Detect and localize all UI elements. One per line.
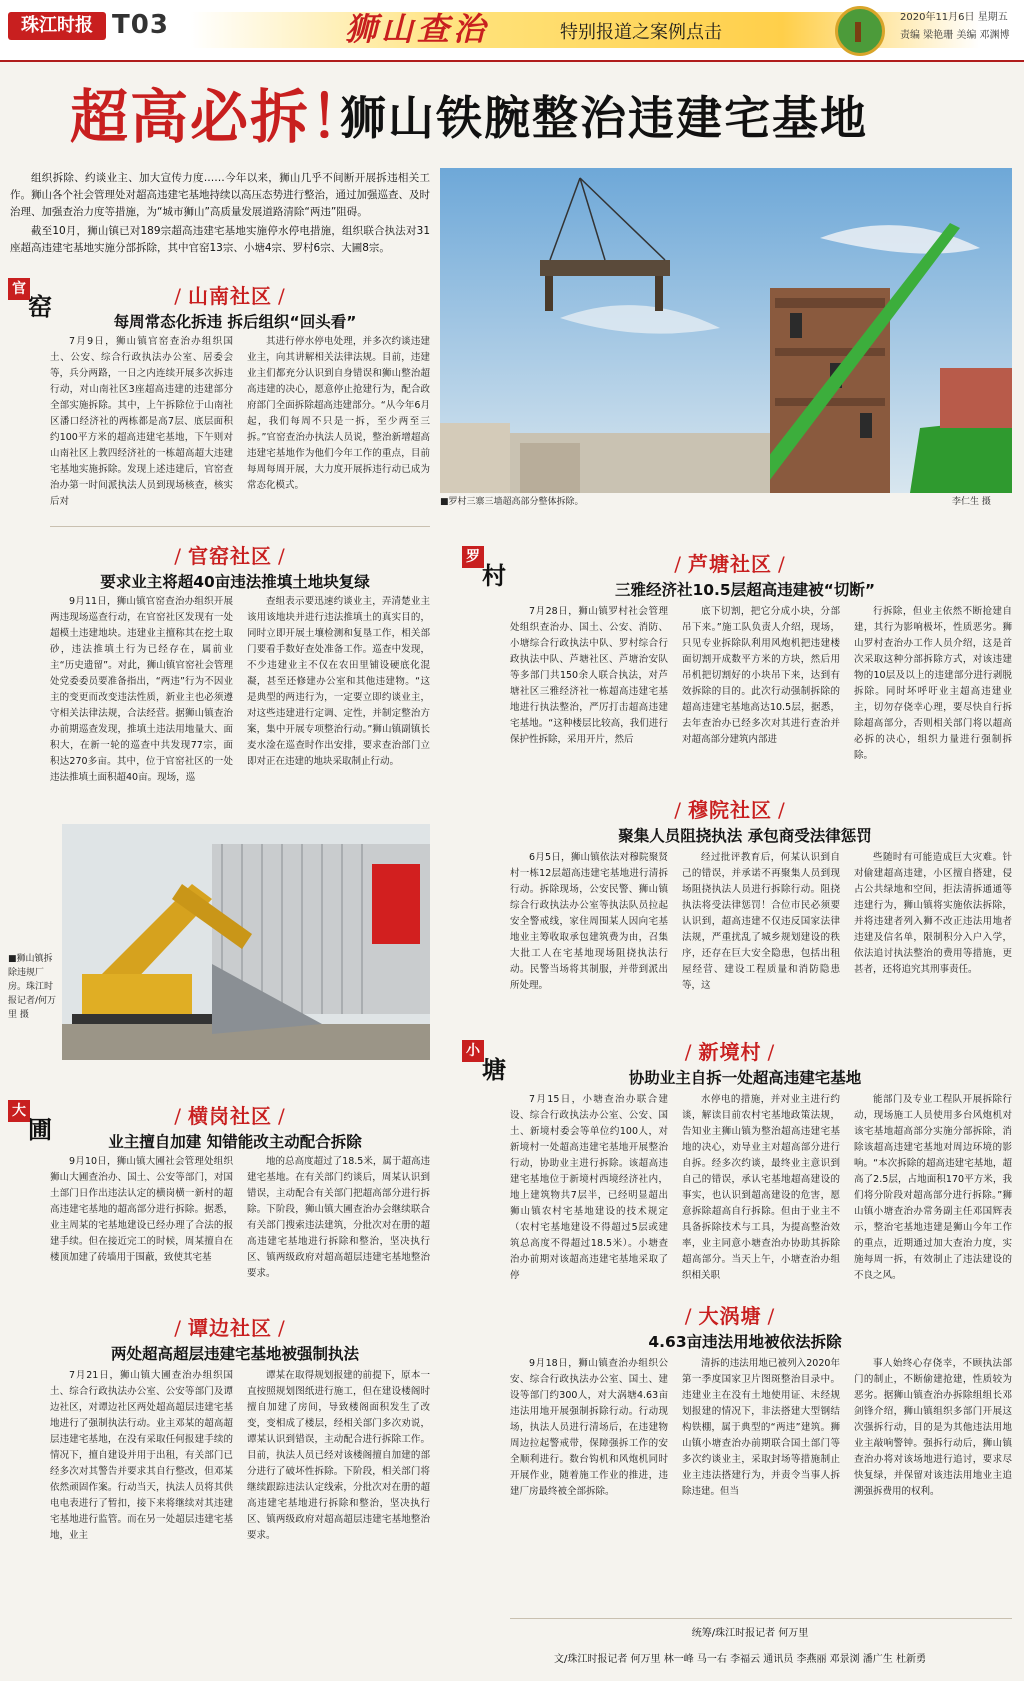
article8-body — [510, 1356, 1012, 1614]
photo-crane-demolition — [440, 168, 1012, 493]
article3-col3: 行拆除，但业主依然不断抢建自建，其行为影响极坏，性质恶劣。狮山罗村查治办工作人员介绍，这是首次采取这种分部拆除方式，对该违建物的10层及以上的违建部分进行剥脱拆除。同时坏呼吁业主超高违建业主，切勿存侥幸心理，要尽快自行拆除超高部分，否则相关部门将以超高必拆的决心，组织力量进行强制拆除。 — [854, 606, 1012, 761]
article7-col1: 7月15日，小塘查治办联合建设、综合行政执法办公室、公安、国土、新境村委会等单位约100人，对新境村一处超高违建宅基地开展整治行动，协助业主进行拆除。该超高违建宅基地位于新境村西境经济社内，地上建筑物共7层半，已经明显超出狮山镇农村宅基地建设的技术规定（农村宅基地建设不得超过5层或建筑总高度不得超过18.5米）。小塘查治办前期对该超高违建宅基地采取了停 — [510, 1094, 668, 1281]
article8-title: 4.63亩违法用地被依法拆除 — [648, 1333, 842, 1351]
article3-col2: 底下切割，把它分成小块，分部吊下来。”施工队负责人介绍，现场，只见专业拆除队利用风炮机把违建楼面切割开成数平方米的方块，然后用吊机把切割好的小块吊下来，达到有效拆除的目的。此次行动强制拆除的超高违建宅基地高达10.5层，据悉，去年查治办已经多次对其进行查治并对超高部分建筑内部进 — [682, 606, 840, 745]
article3-body — [510, 604, 1012, 789]
article6-col1: 7月21日，狮山镇大圃查治办组织国土、综合行政执法办公室、公安等部门及谭边社区，对谭边社区两处超高超层违建宅基地进行了强制执法行动。业主邓某的超高超层违建宅基地，在没有采取任何报建手续的情况下，擅自建设并用于出租，有关部门已经多次对其警告并要求其自行整改，但邓某依然顽固作案。行动当天，执法人员将其供电电表进行了暂扣，接下来将继续对其违建宅基地进行监管。而在另一处超层违建宅基地，业主 — [50, 1370, 233, 1541]
article6-col2: 谭某在取得规划报建的前提下，原本一直按照规划图纸进行施工，但在建设楼阁时擅自加建了房间，导致楼阁面积发生了改变，变相成了楼层，经相关部门多次劝说，谭某认识到错误，主动配合进行拆除工作。目前，执法人员已经对该楼阁擅自加建的部分进行了破坏性拆除。下阶段，相关部门将继续跟踪违法认定线索，分批次对在册的超高违建宅基地进行拆除和整治，坚决执行区、镇两级政府对超高超层违建宅基地整治要求。 — [247, 1370, 430, 1541]
lede-paragraph-2: 截至10月，狮山镇已对189宗超高违建宅基地实施停水停电措施，组织联合执法对31座超高违建宅基地实施分部拆除，其中官窑13宗、小塘4宗、罗村6宗、大圃8宗。 — [10, 225, 430, 254]
article7-body — [510, 1092, 1012, 1287]
article7-col3: 能部门及专业工程队开展拆除行动，现场施工人员使用多台风炮机对该宅基地超高部分实施分部拆除，消除该超高违建宅基地对周边环境的影响。“本次拆除的超高违建宅基地，超高了2.5层，占地面积170平方米，我们将分阶段对超高部分进行拆除。”狮山镇小塘查治办常务副主任邓国辉表示，整治宅基地违建是狮山今年工作的重点，近期通过加大查治力度，实施每周一拆，有效制止了违法建设的不良之风。 — [854, 1094, 1012, 1281]
photo2-caption: ■狮山镇拆除违规厂房。珠江时报记者/何万里 摄 — [8, 954, 57, 1020]
article1-col1: 7月9日，狮山镇官窑查治办组织国土、公安、综合行政执法办公室、居委会等，兵分两路，一日之内连续开展多次拆违行动，对山南社区3座超高违建的违建部分全部实施拆除。其中，上午拆除位于山南社区潘口经济社的两栋都是高7层、底层面积约100平方米的超高违建宅基地，下午则对山南社区上教四经济社的一栋超高超大违建宅基地实施拆除。发现上述违建后，官窑查治办第一时间派执法人员到现场核查，核实后对 — [50, 336, 233, 507]
photo1-credit: 李仁生 摄 — [952, 497, 991, 507]
paper-logo: 珠江时报 — [8, 12, 106, 40]
article7-col2: 水停电的措施，并对业主进行约谈，解读目前农村宅基地政策法规，告知业主狮山镇为整治超高违建宅基地的决心，劝导业主对超高部分进行自拆。经多次约谈，最终业主意识到自己的错误，承认宅基地超高建设的事实，也认识到超高建设的危害，愿意拆除超高自行拆除。但由于业主不具备拆除技术与工具，为提高整治效率，业主同意小塘查治办协助其拆除超高部分。当天上午，小塘查治办组织相关职 — [682, 1094, 840, 1281]
article4-col2: 经过批评教育后，何某认识到自己的错误，并承诺不再聚集人员到现场阻挠执法人员进行拆除行动。阻挠执法将受法律惩罚！合位市民必须要认识到，超高违建不仅违反国家法律法规，严重扰乱了城乡规划建设的秩序，还存在巨大安全隐患，包括出租屋经营、建设工程质量和消防隐患等，这 — [682, 852, 840, 991]
article1-body — [50, 334, 430, 514]
photo1-caption: ■罗村三寨三墙超高部分整体拆除。 — [440, 497, 584, 507]
article5-col1: 9月10日，狮山镇大圃社会管理处组织狮山大圃查治办、国土、公安等部门，对国土部门日作出违法认定的横岗横一新村的超高违建宅基地的超高部分进行拆除。据悉，业主周某的宅基地建设已经办理了合法的报建手续。但在接近完工的时候，周某擅自在楼顶加建了砖墙用于围蔽，致使其宅基 — [50, 1156, 233, 1263]
lede — [10, 170, 430, 259]
article3-col1: 7月28日，狮山镇罗村社会管理处组织查治办、国土、公安、消防、小塘综合行政执法中队、罗村综合行政执法中队、芦塘社区、芦塘治安队等多部门共150余人联合执法，对芦塘社区三雅经济社一栋超高违建宅基地进行执法整治，严厉打击超高违建宅基地。“这种楼层比较高，我们进行保护性拆除，采用开片，然后 — [510, 606, 668, 745]
area-tag-guanyao: 官 — [8, 278, 30, 300]
divider-bottom — [510, 1618, 1012, 1619]
article8-col1: 9月18日，狮山镇查治办组织公安、综合行政执法办公室、国土、建设等部门约300人，对大涡塘4.63亩违法用地开展强制拆除行动。行动现场，执法人员进行清场后，在违建物周边拉起警戒带，保障强拆工作的安全顺利进行。数台钩机和风炮机同时开展作业，随着施工作业的推进，违建厂房最终被全部拆除。 — [510, 1358, 668, 1497]
section-label-shannan: / 山南社区 / — [120, 280, 340, 309]
article6-body — [50, 1368, 430, 1673]
article6-title: 两处超高超层违建宅基地被强制执法 — [110, 1345, 359, 1363]
article2-title: 要求业主将超40亩违法推填土地块复绿 — [100, 573, 370, 591]
area-tag-xiaotang-2: 塘 — [482, 1055, 506, 1084]
photo-factory-demolition — [62, 824, 430, 1060]
section-label-xinjing: / 新境村 / — [620, 1036, 840, 1065]
section-label-dawotang: / 大涡塘 / — [620, 1300, 840, 1329]
article2-col2: 查组表示要迅速约谈业主，弄清楚业主该用该地块并进行违法推填土的真实目的，同时立即开展土壤检测和复垦工作，相关部门要看手数好查处准备工作。巡查中发现，不少违建业主不仅在农田里铺设硬底化混凝，甚至还修建办公室和其他违建物。“这是典型的两违行为，一定要立即约谈业主，对这些违建进行定调、定性，并制定整治方案，集中开展专项整治行动。”狮山镇副镇长麦水淦在巡查时作出安排，要求查治部门立即对正在违建的地块采取制止行动。 — [247, 596, 430, 767]
divider — [50, 526, 430, 527]
section-label-tanbian: / 谭边社区 / — [120, 1312, 340, 1341]
article4-col1: 6月5日，狮山镇依法对穆院聚贤村一栋12层超高违建宅基地进行清拆行动。拆除现场，公安民警、狮山镇综合行政执法办公室等执法队员拉起安全警戒线，家住周围某人因向宅基地业主筹收取承包建筑费为由，召集大批工人在宅基地现场阻挠执法行动。民警当场将其制服，并带到派出所处理。 — [510, 852, 668, 991]
section-label-lutang: / 芦塘社区 / — [620, 548, 840, 577]
article4-body — [510, 850, 1012, 1020]
article8-col2: 清拆的违法用地已被列入2020年第一季度国家卫片图斑整治目录中。违建业主在没有土地使用证、未经规划报建的情况下，非法搭建大型钢结构铁棚，属于典型的“两违”建筑。狮山镇小塘查治办前期联合国土部门等多次约谈业主，采取封场等措施制止业主违法搭建行为，并责令当事人拆除违建。但当 — [682, 1358, 840, 1497]
article4-title: 聚集人员阻挠执法 承包商受法律惩罚 — [618, 827, 872, 845]
headline-main: 狮山铁腕整治违建宅基地 — [340, 91, 868, 145]
area-tag-guanyao-2: 窑 — [28, 292, 52, 321]
section-label-muyuan: / 穆院社区 / — [620, 794, 840, 823]
headline-red: 超高必拆！ — [70, 83, 371, 151]
article1-title: 每周常态化拆违 拆后组织“回头看” — [113, 313, 357, 331]
article7-title: 协助业主自拆一处超高违建宅基地 — [628, 1069, 862, 1087]
article5-col2: 地的总高度超过了18.5米，属于超高违建宅基地。在有关部门约谈后，周某认识到错误，主动配合有关部门把超高部分进行拆除。下阶段，狮山镇大圃查治办会继续联合有关部门搜索违法建筑，分批次对在册的超高违建宅基地进行拆除和整治，坚决执行区、镇两级政府对超高超层违建宅基地整治要求。 — [247, 1156, 430, 1279]
section-label-guanyao: / 官窑社区 / — [120, 540, 340, 569]
article5-title: 业主擅自加建 知错能改主动配合拆除 — [108, 1133, 362, 1151]
area-tag-luocun: 罗 — [462, 546, 484, 568]
article4-col3: 些随时有可能造成巨大灾难。针对偷建超高违建，小区擅自搭建，侵占公共绿地和空间，拒法清拆通通等违建行为，狮山镇将实施依法拆除，并将违建者列入狮不改正违法用地者违建及信名单，限制积分入户入学，依法追讨执法整治的费用等措施，更甚者，还将追究其刑事责任。 — [854, 852, 1012, 975]
byline-writers: 文/珠江时报记者 何万里 林一峰 马一右 李福云 通讯员 李燕丽 邓景浏 潘广生 杜新勇 — [554, 1654, 926, 1665]
editors: 责编 梁艳珊 美编 邓渊博 — [900, 30, 1010, 41]
byline-compile: 统筹/珠江时报记者 何万里 — [691, 1628, 809, 1639]
column-name: 狮山查治 — [345, 10, 490, 48]
article1-col2: 其进行停水停电处理，并多次约谈违建业主，向其讲解相关法律法规。目前，违建业主们都充分认识到自身错误和狮山整治超高违建的决心，愿意停止抢建行为，配合政府部门全面拆除超高违建部分。“从今年6月起，我们每周不只是一拆，至少两至三拆。”官窑查治办执法人员说，整治新增超高违建宅基地作为他们今年工作的重点，目前每周每周开展，大力度开展拆违行动已成为常态化模式。 — [247, 336, 430, 491]
area-tag-luocun-2: 村 — [482, 561, 506, 590]
lede-paragraph-1: 组织拆除、约谈业主、加大宣传力度……今年以来，狮山几乎不间断开展拆违相关工作。狮山各个社会管理处对超高违建宅基地持续以高压态势进行整治，通过加强巡查、及时治理、加强查治力度等措施，为“城市狮山”高质量发展道路清除“两违”阻碍。 — [10, 172, 430, 218]
article8-col3: 事人始终心存侥幸，不顾执法部门的制止，不断偷建抢建，性质较为恶劣。据狮山镇查治办拆除组组长邓剑锋介绍，狮山镇组织多部门开展这次强拆行动，目的是为其他违法用地业主敲响警钟。强拆行动后，狮山镇查治办将对该场地进行追讨，要求尽快复绿，并保留对该违法用地业主追溯强拆费用的权利。 — [854, 1358, 1012, 1497]
tree-trunk-icon — [855, 22, 861, 42]
section-label-henggang: / 横岗社区 / — [120, 1100, 340, 1129]
article2-col1: 9月11日，狮山镇官窑查治办组织开展两违现场巡查行动，在官窑社区发现有一处超模土违建地块。违建业主擅称其在挖土取砂，违法推填土行为已经存在，属前业主“历史遗留”。对此，狮山镇官窑社会管理处党委委员要准备指出，“两违”行为不因业主的变更而改变违法性质，新业主也必须遵守相关法律法规，合法经营。据狮山镇查治办前期巡查发现，推填土违法用地量大、面积大，在新一轮的巡查中共发现77宗，面积达270多亩。其中，位于官窑社区的一处违法推填土面积超40亩。现场，巡 — [50, 596, 233, 783]
article3-title: 三雅经济社10.5层超高违建被“切断” — [614, 581, 876, 599]
article2-body — [50, 594, 430, 814]
area-tag-datu-2: 圃 — [28, 1115, 52, 1144]
area-tag-datu: 大 — [8, 1100, 30, 1122]
issue-date: 2020年11月6日 星期五 — [900, 12, 1008, 23]
article5-body — [50, 1154, 430, 1304]
column-subtitle: 特别报道之案例点击 — [560, 22, 722, 43]
area-tag-xiaotang: 小 — [462, 1040, 484, 1062]
page-number: T03 — [112, 10, 169, 40]
